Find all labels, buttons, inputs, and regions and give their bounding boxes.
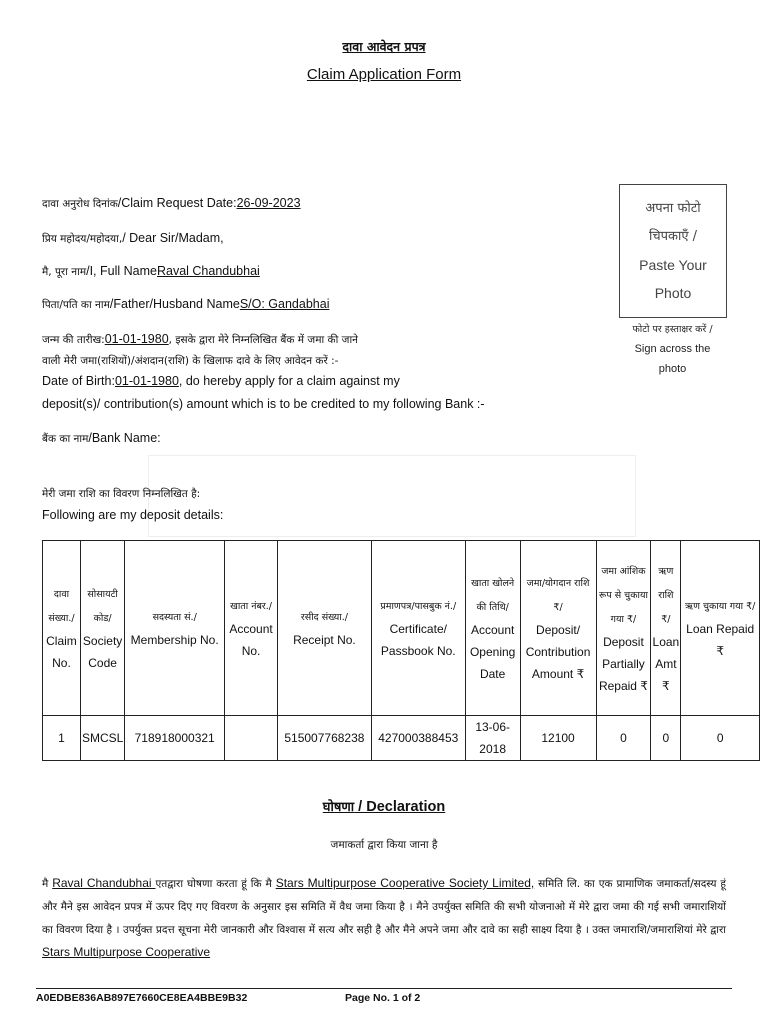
claim-date-line: दावा अनुरोध दिनांक/Claim Request Date:26-09-2023	[42, 196, 301, 210]
col-header-loan-repaid: ऋण चुकाया गया ₹/ Loan Repaid ₹	[681, 541, 760, 716]
father-name-value: S/O: Gandabhai	[239, 297, 330, 311]
cell-opening-date: 13-06-2018	[465, 716, 520, 761]
declaration-subtitle: जमाकर्ता द्वारा किया जाना है	[330, 839, 438, 851]
dob-hindi-line-1: जन्म की तारीख:01-01-1980, इसके द्वारा मेरे निम्नलिखित बैंक में जमा की जाने	[42, 332, 359, 346]
cell-society-code: SMCSL	[80, 716, 124, 761]
col-header-deposit-amount: जमा/योगदान राशि ₹/ Deposit/ Contribution Amount ₹	[520, 541, 596, 716]
full-name-line: मै, पूरा नाम/I, Full NameRaval Chandubhai	[42, 264, 260, 278]
deposit-intro-english: Following are my deposit details:	[42, 508, 224, 522]
sign-note-line-1: Sign across the	[634, 343, 711, 355]
table-row	[43, 716, 760, 761]
col-header-receipt-no: रसीद संख्या./ Receipt No.	[277, 541, 371, 716]
col-header-certificate-no: प्रमाणपत्र/पासबुक नं./ Certificate/ Passbook No.	[371, 541, 465, 716]
declaration-title: घोषणा / Declaration	[322, 799, 446, 815]
cell-loan-amt: 0	[651, 716, 681, 761]
bank-name-line: बैंक का नाम/Bank Name:	[42, 431, 161, 445]
declaration-paragraph: मै Raval Chandubhai एतद्वारा घोषणा करता हूं कि मै Stars Multipurpose Cooperative Society Limited, समिति लि. का एक प्रामाणिक जमाकर्ता/सदस्य हूं और मैने इस आवेदन प्रपत्र में ऊपर दिए गए विवरण के अनुसार इस समिति में वैध जमा किया है । मैने उपर्युक्त समिति की सभी योजनाओ में मेरे द्वारा जमा की गई सभी जमाराशियों का विवरण दिया है । उपर्युक्त प्रदत्त सूचना मेरी जानकारी और विश्वास में सत्य और सही है और मैने अपने जमा और दावे का सही साक्ष्य दिया है । उक्त जमाराशि/जमाराशियां मेरे द्वारा Stars Multipurpose Cooperative	[42, 876, 726, 959]
sign-note-hindi: फोटो पर हस्ताक्षर करें /	[632, 324, 713, 335]
page-title: Claim Application Form	[306, 66, 462, 83]
full-name-value: Raval Chandubhai	[156, 264, 260, 278]
photo-line-4: Photo	[654, 285, 692, 301]
col-header-society-code: सोसायटी कोड/ Society Code	[80, 541, 124, 716]
society-name-2: Stars Multipurpose Cooperative	[42, 945, 211, 959]
deposit-intro-hindi: मेरी जमा राशि का विवरण निम्नलिखित है:	[42, 488, 201, 500]
col-header-partially-repaid: जमा आंशिक रूप से चुकाया गया ₹/ Deposit Partially Repaid ₹	[596, 541, 651, 716]
cell-account-no	[225, 716, 278, 761]
scan-artifact	[148, 455, 636, 537]
photo-line-2: चिपकाएँ /	[648, 229, 698, 244]
cell-loan-repaid: 0	[681, 716, 760, 761]
dob-english-line-2: deposit(s)/ contribution(s) amount which is to be credited to my following Bank :-	[42, 397, 485, 411]
col-header-account-no: खाता नंबर./ Account No.	[225, 541, 278, 716]
dob-hindi-line-2: वाली मेरी जमा(राशियों)/अंशदान(राशि) के खिलाफ दावे के लिए आवेदन करें :-	[42, 355, 339, 367]
society-name: Stars Multipurpose Cooperative Society Limited,	[275, 876, 535, 890]
col-header-loan-amt: ऋण राशि ₹/ Loan Amt ₹	[651, 541, 681, 716]
col-header-claim-no: दावा संख्या./ Claim No.	[43, 541, 81, 716]
cell-deposit-amount: 12100	[520, 716, 596, 761]
sign-note-line-2: photo	[658, 363, 687, 375]
cell-certificate-no: 427000388453	[371, 716, 465, 761]
cell-receipt-no: 515007768238	[277, 716, 371, 761]
claim-date-value: 26-09-2023	[236, 196, 301, 210]
dob-english-line-1: Date of Birth:01-01-1980, do hereby apply for a claim against my	[42, 374, 400, 388]
declarant-name: Raval Chandubhai	[52, 876, 156, 890]
photo-placeholder	[619, 184, 727, 318]
deposit-table	[42, 540, 760, 761]
document-id: A0EDBE836AB897E7660CE8EA4BBE9B32	[36, 992, 248, 1004]
col-header-opening-date: खाता खोलने की तिथि/ Account Opening Date	[465, 541, 520, 716]
cell-membership-no: 718918000321	[125, 716, 225, 761]
page-number: Page No. 1 of 2	[345, 992, 421, 1004]
cell-claim-no: 1	[43, 716, 81, 761]
photo-line-1: अपना फोटो	[645, 201, 701, 216]
footer-divider	[36, 988, 732, 989]
page-title-hindi: दावा आवेदन प्रपत्र	[342, 39, 426, 54]
salutation-line: प्रिय महोदय/महोदया,/ Dear Sir/Madam,	[42, 231, 224, 245]
father-name-line: पिता/पति का नाम/Father/Husband NameS/O: Gandabhai	[42, 297, 330, 311]
table-header-row	[43, 541, 760, 716]
cell-partially-repaid: 0	[596, 716, 651, 761]
col-header-membership-no: सदस्यता सं./ Membership No.	[125, 541, 225, 716]
photo-line-3: Paste Your	[639, 257, 707, 273]
